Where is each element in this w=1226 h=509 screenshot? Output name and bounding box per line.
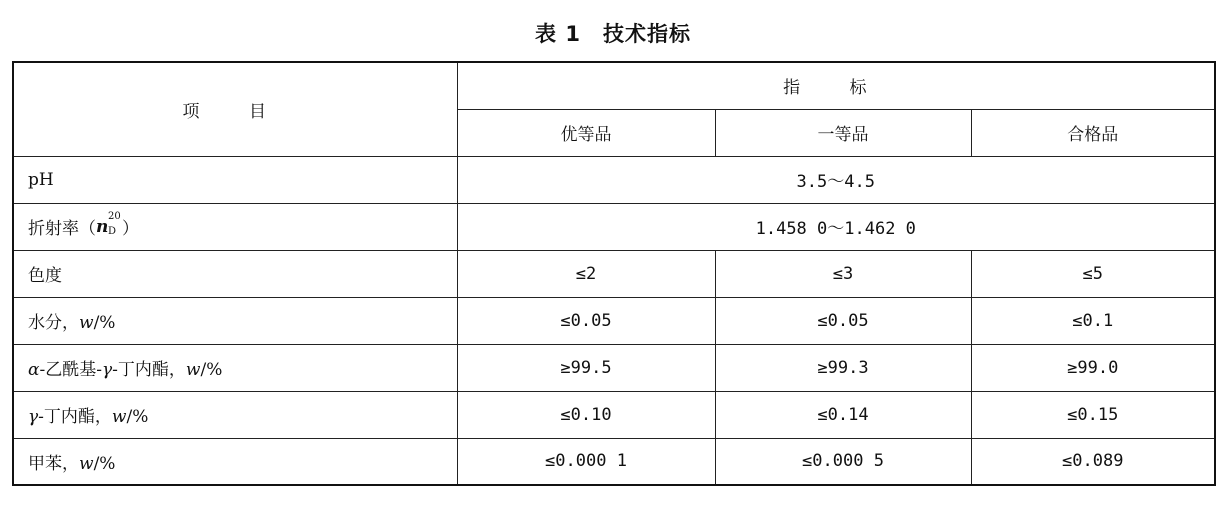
row-value: ≤0.14 <box>715 391 971 438</box>
row-value: ≥99.0 <box>971 344 1215 391</box>
row-label: pH <box>13 156 457 203</box>
table-row <box>13 297 1215 344</box>
row-label: 水分，w/% <box>13 297 457 344</box>
grade-header-first: 一等品 <box>715 109 971 156</box>
row-label: 折射率（ n 20 D ） <box>13 203 457 250</box>
row-label: 色度 <box>13 250 457 297</box>
index-header: 指 标 <box>457 62 1215 109</box>
table-row <box>13 344 1215 391</box>
table-title <box>0 18 1226 48</box>
row-value: ≤0.05 <box>457 297 715 344</box>
row-value: ≤0.15 <box>971 391 1215 438</box>
table-caption: 技术指标 <box>602 22 691 46</box>
row-value: ≤0.1 <box>971 297 1215 344</box>
table-row <box>13 203 1215 250</box>
row-label: α-乙酰基-γ-丁内酯，w/% <box>13 344 457 391</box>
row-label: 甲苯，w/% <box>13 438 457 485</box>
technical-spec-table <box>12 61 1216 486</box>
row-value: ≤0.000 5 <box>715 438 971 485</box>
table-row <box>13 438 1215 485</box>
table-row <box>13 250 1215 297</box>
row-value: ≤0.10 <box>457 391 715 438</box>
table-row <box>13 156 1215 203</box>
table-number: 表 1 <box>535 22 581 46</box>
row-value: ≤0.089 <box>971 438 1215 485</box>
row-value-merged: 1.458 0～1.462 0 <box>457 203 1215 250</box>
row-value: ≤2 <box>457 250 715 297</box>
header-row-1 <box>13 62 1215 109</box>
row-value: ≤0.05 <box>715 297 971 344</box>
row-label: γ-丁内酯，w/% <box>13 391 457 438</box>
row-value: ≥99.5 <box>457 344 715 391</box>
row-value: ≥99.3 <box>715 344 971 391</box>
table-row <box>13 391 1215 438</box>
refractive-index-symbol: n 20 D <box>96 211 121 237</box>
row-value-merged: 3.5～4.5 <box>457 156 1215 203</box>
row-value: ≤0.000 1 <box>457 438 715 485</box>
grade-header-premium: 优等品 <box>457 109 715 156</box>
grade-header-qualified: 合格品 <box>971 109 1215 156</box>
row-value: ≤5 <box>971 250 1215 297</box>
row-value: ≤3 <box>715 250 971 297</box>
item-header: 项 目 <box>13 62 457 156</box>
